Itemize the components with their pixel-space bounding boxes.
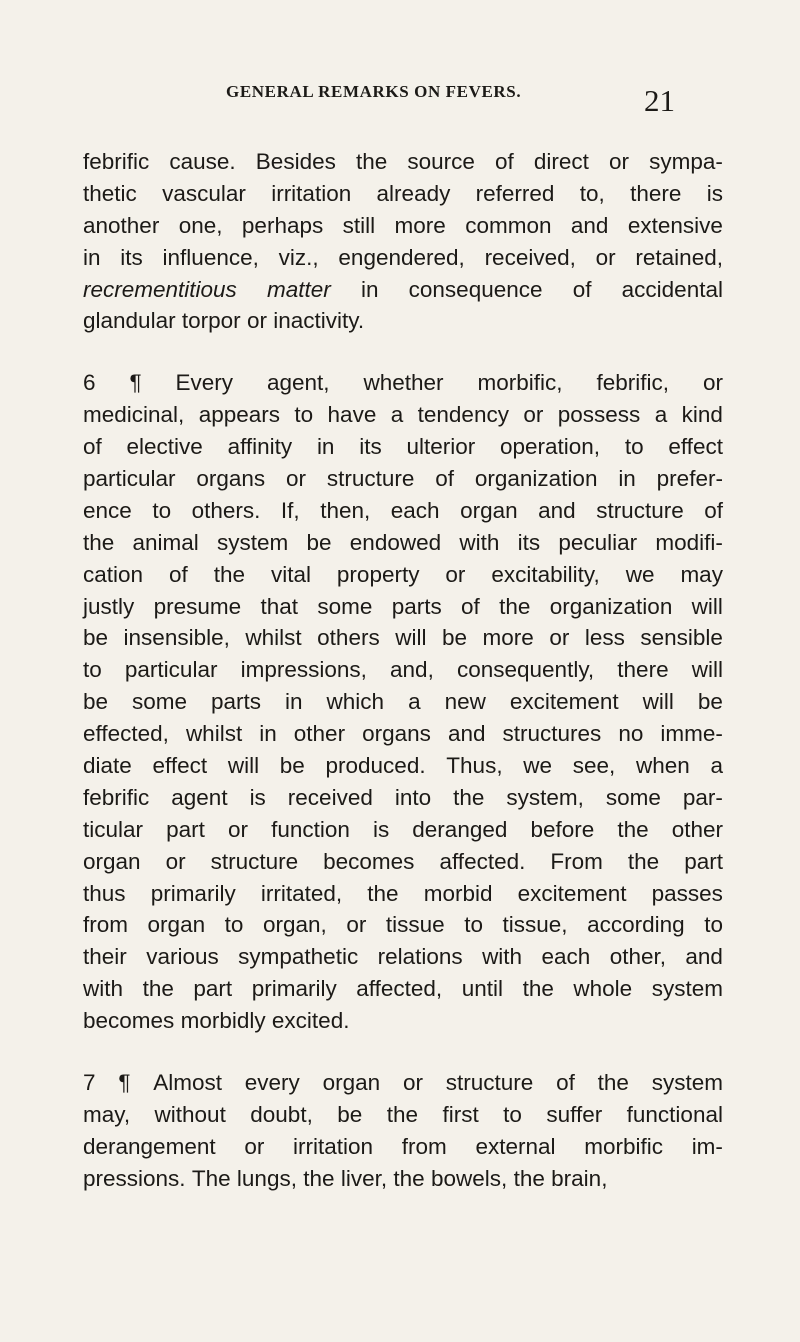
word: of <box>495 149 514 174</box>
paragraph <box>83 1067 723 1195</box>
word: sympathetic <box>238 944 359 970</box>
word: the <box>627 848 660 874</box>
word: part <box>684 848 723 874</box>
word: of <box>435 466 455 492</box>
word: will <box>642 689 674 715</box>
word: structure <box>210 848 299 874</box>
word: Every <box>175 370 234 396</box>
word: passes <box>651 880 723 906</box>
word: vital <box>270 561 311 587</box>
word: already <box>376 180 451 206</box>
word: medicinal, <box>83 402 185 428</box>
word: be <box>306 529 332 555</box>
word: glandular <box>83 308 176 334</box>
word: of <box>461 593 480 619</box>
word: received, <box>484 244 576 270</box>
word: structure <box>326 466 415 492</box>
paragraph <box>83 146 723 337</box>
word: morbid <box>423 880 493 906</box>
word: without <box>154 1101 226 1127</box>
word: or <box>549 625 570 651</box>
word: some <box>605 784 661 810</box>
word: or <box>445 561 466 587</box>
word: the <box>355 149 388 174</box>
word: parts <box>391 593 442 619</box>
running-head: GENERAL REMARKS ON FEVERS. <box>226 82 522 101</box>
word: according <box>587 912 685 938</box>
word: deranged <box>412 816 508 842</box>
word: ulterior <box>406 434 476 460</box>
word: derangement <box>83 1133 216 1159</box>
word: liver, <box>340 1165 388 1191</box>
word: affinity <box>227 434 293 460</box>
paragraph-gap <box>83 1037 723 1067</box>
word: to <box>704 912 723 938</box>
word: recrementitious <box>83 276 237 302</box>
word: which <box>326 689 385 715</box>
word: appears <box>198 402 280 428</box>
word: organization <box>474 466 598 492</box>
word: engendered, <box>338 244 465 270</box>
word: tendency <box>417 402 509 428</box>
word: the <box>303 1165 335 1191</box>
text-line <box>83 527 723 559</box>
word: bowels, <box>430 1165 508 1191</box>
word: lungs, <box>236 1165 297 1191</box>
word: referred <box>475 180 555 206</box>
word: in <box>618 466 636 492</box>
word: functional <box>626 1101 723 1127</box>
word: with <box>482 944 523 970</box>
word: im- <box>691 1133 723 1159</box>
text-line <box>83 1163 723 1195</box>
word: influence, <box>162 244 259 270</box>
word: or <box>609 149 630 174</box>
word: presume <box>153 593 242 619</box>
word: agent, <box>266 370 330 396</box>
word: until <box>461 976 504 1002</box>
text-line <box>83 718 723 750</box>
word: doubt, <box>250 1101 313 1127</box>
word: structure <box>445 1070 534 1096</box>
text-line <box>83 463 723 495</box>
text-line <box>83 178 723 210</box>
word: to <box>83 657 102 683</box>
word: elective <box>126 434 203 460</box>
word: its <box>517 529 541 555</box>
word: to <box>224 912 244 938</box>
text-line <box>83 1099 723 1131</box>
word: and <box>685 944 723 970</box>
word: system, <box>506 784 584 810</box>
word: others <box>317 625 380 651</box>
text-line <box>83 1005 723 1037</box>
word: be <box>83 689 109 715</box>
word: to <box>503 1101 522 1127</box>
word: will <box>691 657 723 683</box>
word: of <box>83 434 102 460</box>
word: kind <box>681 402 723 428</box>
text-line <box>83 367 723 399</box>
word: is <box>372 816 390 842</box>
word: suffer <box>546 1101 603 1127</box>
word: viz., <box>278 244 319 270</box>
word: vascular <box>162 180 246 206</box>
word: 7 <box>83 1070 96 1096</box>
word: will <box>691 593 723 619</box>
word: to <box>464 912 483 938</box>
word: possess <box>557 402 641 428</box>
text-line <box>83 591 723 623</box>
word: of <box>704 497 723 523</box>
word: retained, <box>635 244 723 270</box>
body-text <box>83 146 723 1195</box>
word: or <box>523 402 544 428</box>
word: to <box>624 434 644 460</box>
word: every <box>244 1070 300 1096</box>
word: perhaps <box>241 212 324 238</box>
word: accidental <box>621 276 723 302</box>
page-number: 21 <box>644 83 675 118</box>
word: to <box>152 497 172 523</box>
text-line <box>83 146 723 178</box>
text-line <box>83 210 723 242</box>
word: to, <box>579 180 605 206</box>
word: Besides <box>255 149 336 174</box>
word: a <box>408 689 421 715</box>
word: febrific <box>83 784 150 810</box>
word: consequence <box>408 276 543 302</box>
word: one, <box>178 212 223 238</box>
word: some <box>132 689 188 715</box>
word: the <box>367 880 399 906</box>
word: excited. <box>271 1008 350 1034</box>
word: or <box>595 244 616 270</box>
word: parts <box>211 689 262 715</box>
word: the <box>522 976 554 1002</box>
word: is <box>249 784 266 810</box>
word: and <box>570 212 609 238</box>
word: organ, <box>262 912 327 938</box>
word: or <box>346 912 367 938</box>
text-line <box>83 814 723 846</box>
word: in <box>259 721 277 747</box>
word: source <box>407 149 475 174</box>
word: febrific <box>83 149 150 174</box>
word: structures <box>502 721 602 747</box>
word: whilst <box>185 721 243 747</box>
word: and <box>538 497 576 523</box>
word: when <box>635 753 690 779</box>
word: the <box>83 529 115 555</box>
word: be <box>337 1101 363 1127</box>
word: organ <box>147 912 206 938</box>
text-line <box>83 846 723 878</box>
word: morbific <box>584 1133 663 1159</box>
word: From <box>550 848 603 874</box>
word: primarily <box>251 976 337 1002</box>
word: or <box>286 466 307 492</box>
word: direct <box>533 149 589 174</box>
word: or <box>244 1133 265 1159</box>
word: each <box>541 944 591 970</box>
text-line <box>83 305 723 337</box>
word: other <box>293 721 346 747</box>
word: organization <box>549 593 673 619</box>
word: morbific, <box>477 370 563 396</box>
word: will <box>395 625 427 651</box>
word: or <box>246 308 267 334</box>
word: various <box>146 944 219 970</box>
word: in <box>360 276 379 302</box>
word: organ <box>460 497 518 523</box>
word: may <box>680 561 723 587</box>
word: part <box>166 816 205 842</box>
word: brain, <box>551 1165 608 1191</box>
word: whether <box>363 370 444 396</box>
word: effected, <box>83 721 169 747</box>
word: from <box>83 912 128 938</box>
word: whole <box>573 976 633 1002</box>
word: or <box>227 816 248 842</box>
word: febrific, <box>596 370 669 396</box>
word: other, <box>609 944 666 970</box>
word: morbidly <box>180 1008 266 1034</box>
word: organs <box>362 721 431 747</box>
word: system <box>651 976 723 1002</box>
word: tissue, <box>502 912 568 938</box>
word: received <box>287 784 373 810</box>
word: particular <box>124 657 218 683</box>
word: consequently, <box>456 657 595 683</box>
word: then, <box>320 497 371 523</box>
word: modifi- <box>655 529 723 555</box>
word: or <box>402 1070 423 1096</box>
word: irritation <box>271 180 352 206</box>
word: If, <box>280 497 300 523</box>
word: still <box>342 212 376 238</box>
word: The <box>191 1165 231 1191</box>
word: from <box>401 1133 447 1159</box>
word: affected, <box>356 976 443 1002</box>
word: a <box>710 753 723 779</box>
word: animal <box>132 529 199 555</box>
word: be <box>279 753 305 779</box>
word: of <box>169 561 188 587</box>
word: cause. <box>169 149 236 174</box>
word: be <box>697 689 723 715</box>
word: may, <box>83 1101 131 1127</box>
word: or <box>702 370 723 396</box>
word: the <box>597 1070 629 1096</box>
word: and, <box>390 657 434 683</box>
word: system <box>217 529 289 555</box>
word: effect <box>152 753 208 779</box>
word: sensible <box>640 625 723 651</box>
word: irritation <box>293 1133 374 1159</box>
text-line <box>83 1067 723 1099</box>
text-line <box>83 431 723 463</box>
word: common <box>465 212 552 238</box>
word: be <box>83 625 109 651</box>
word: torpor <box>181 308 241 334</box>
word: imme- <box>660 721 723 747</box>
word: each <box>390 497 440 523</box>
word: organs <box>196 466 266 492</box>
word: with <box>83 976 124 1002</box>
word: ¶ <box>129 370 142 396</box>
text-line <box>83 654 723 686</box>
text-line <box>83 274 723 306</box>
word: of <box>572 276 592 302</box>
word: no <box>618 721 644 747</box>
paragraph <box>83 367 723 1037</box>
word: relations <box>377 944 463 970</box>
word: inactivity. <box>273 308 365 334</box>
word: extensive <box>627 212 723 238</box>
word: becomes <box>323 848 415 874</box>
word: ticular <box>83 816 144 842</box>
word: function <box>271 816 350 842</box>
word: par- <box>682 784 723 810</box>
word: Thus, <box>446 753 503 779</box>
word: their <box>83 944 127 970</box>
word: others. <box>191 497 261 523</box>
word: we <box>625 561 655 587</box>
word: diate <box>83 753 132 779</box>
word: matter <box>267 276 331 302</box>
word: excitability, <box>491 561 600 587</box>
word: see, <box>572 753 616 779</box>
word: another <box>83 212 160 238</box>
word: prefer- <box>656 466 723 492</box>
word: external <box>475 1133 556 1159</box>
text-line <box>83 686 723 718</box>
word: operation, <box>499 434 601 460</box>
word: some <box>317 593 373 619</box>
paragraph-gap <box>83 337 723 367</box>
word: have <box>327 402 377 428</box>
text-line <box>83 782 723 814</box>
word: its <box>120 244 143 270</box>
text-line <box>83 750 723 782</box>
word: before <box>530 816 595 842</box>
word: pressions. <box>83 1165 186 1191</box>
word: becomes <box>83 1008 175 1034</box>
text-line <box>83 941 723 973</box>
word: system <box>651 1070 723 1096</box>
word: a <box>390 402 404 428</box>
word: a <box>654 402 668 428</box>
word: its <box>359 434 382 460</box>
word: organ <box>83 848 141 874</box>
word: the <box>142 976 174 1002</box>
word: less <box>584 625 625 651</box>
word: 6 <box>83 370 96 396</box>
word: there <box>617 657 669 683</box>
word: in <box>316 434 335 460</box>
text-line <box>83 399 723 431</box>
word: effect <box>668 434 723 460</box>
text-line <box>83 559 723 591</box>
word: part <box>193 976 233 1002</box>
word: ence <box>83 497 132 523</box>
word: the <box>617 816 649 842</box>
word: produced. <box>325 753 426 779</box>
word: or <box>165 848 186 874</box>
word: thus <box>83 880 126 906</box>
word: whilst <box>245 625 302 651</box>
word: property <box>336 561 420 587</box>
word: the <box>386 1101 419 1127</box>
word: the <box>393 1165 425 1191</box>
text-line <box>83 622 723 654</box>
word: excitement <box>509 689 619 715</box>
word: we <box>523 753 553 779</box>
word: there <box>630 180 682 206</box>
text-line <box>83 973 723 1005</box>
word: insensible, <box>123 625 230 651</box>
word: the <box>453 784 485 810</box>
word: other <box>671 816 723 842</box>
word: to <box>294 402 314 428</box>
word: and <box>447 721 486 747</box>
word: primarily <box>150 880 236 906</box>
word: justly <box>83 593 135 619</box>
word: Almost <box>153 1070 222 1096</box>
word: the <box>513 1165 545 1191</box>
word: particular <box>83 466 176 492</box>
word: is <box>706 180 723 206</box>
word: affected. <box>439 848 526 874</box>
word: thetic <box>83 180 137 206</box>
word: tissue <box>385 912 445 938</box>
word: cation <box>83 561 144 587</box>
text-line <box>83 878 723 910</box>
word: impressions, <box>240 657 367 683</box>
word: will <box>227 753 260 779</box>
word: in <box>285 689 303 715</box>
word: be <box>442 625 468 651</box>
word: structure <box>596 497 684 523</box>
word: the <box>499 593 531 619</box>
word: new <box>444 689 486 715</box>
word: that <box>260 593 298 619</box>
text-line <box>83 242 723 274</box>
word: into <box>394 784 432 810</box>
word: in <box>83 244 101 270</box>
text-line <box>83 495 723 527</box>
word: excitement <box>517 880 627 906</box>
text-line <box>83 909 723 941</box>
word: ¶ <box>118 1070 131 1096</box>
word: organ <box>322 1070 381 1096</box>
word: sympa- <box>649 149 723 174</box>
word: peculiar <box>558 529 638 555</box>
word: first <box>442 1101 479 1127</box>
word: agent <box>171 784 228 810</box>
word: irritated, <box>260 880 343 906</box>
word: with <box>459 529 500 555</box>
text-line <box>83 1131 723 1163</box>
word: of <box>556 1070 575 1096</box>
word: more <box>482 625 534 651</box>
word: more <box>394 212 446 238</box>
word: the <box>213 561 245 587</box>
word: endowed <box>349 529 442 555</box>
